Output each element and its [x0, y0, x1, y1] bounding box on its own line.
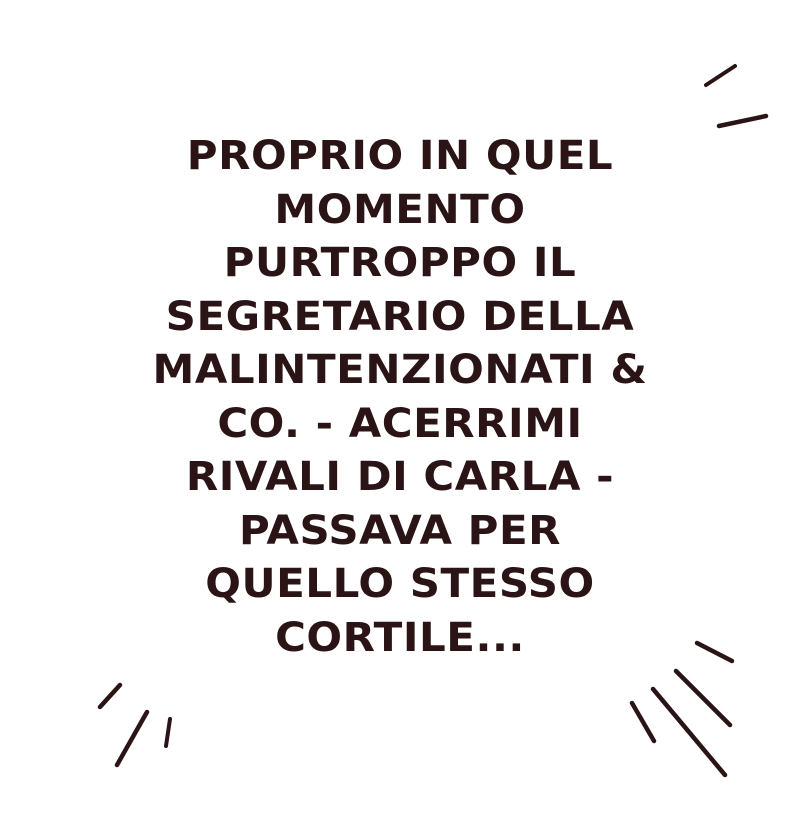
caption-line: CORTILE...	[275, 614, 525, 661]
caption-line: PURTROPPO IL	[223, 240, 577, 286]
caption-line: RIVALI DI CARLA -	[185, 454, 615, 500]
caption-line: QUELLO STESSO	[205, 561, 595, 607]
emphasis-stroke	[653, 689, 725, 775]
caption-line: SEGRETARIO DELLA	[165, 293, 635, 340]
emphasis-stroke	[117, 712, 147, 765]
caption-line: CO. - ACERRIMI	[217, 400, 583, 447]
emphasis-stroke	[676, 671, 730, 725]
emphasis-stroke	[632, 703, 654, 741]
emphasis-stroke	[166, 719, 170, 746]
emphasis-stroke	[100, 685, 120, 707]
caption-line: PROPRIO IN QUEL	[186, 133, 614, 179]
caption-line: MOMENTO	[274, 186, 526, 233]
emphasis-stroke	[719, 116, 766, 126]
emphasis-stroke	[706, 66, 735, 85]
caption-line: PASSAVA PER	[238, 507, 562, 554]
caption-text	[85, 130, 715, 665]
caption-line: MALINTENZIONATI &	[152, 347, 648, 393]
